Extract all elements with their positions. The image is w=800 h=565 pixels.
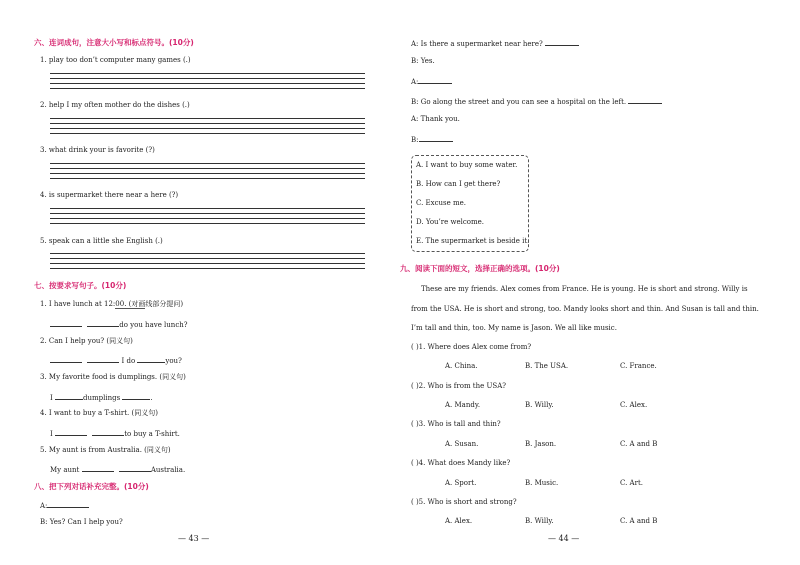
s8-line-1 [40,500,89,511]
answer-text: I [50,430,53,438]
speaker-label: A: [40,502,48,510]
writing-line[interactable] [50,78,365,79]
writing-line[interactable] [50,83,365,84]
answer-blank[interactable] [50,355,82,363]
dialog-text: A: Is there a supermarket near here? [411,40,543,48]
s7-q4-prompt: 4. I want to buy a T-shirt. (同义句) [40,409,158,417]
writing-line[interactable] [50,118,365,119]
q4-option-c[interactable]: C. Art. [620,479,643,487]
option-e: E. The supermarket is beside it. [416,237,530,245]
s7-q5-prompt: 5. My aunt is from Australia. (同义句) [40,446,171,454]
answer-text: to buy a T-shirt. [124,430,180,438]
dialog-line-5: A: Thank you. [411,115,460,123]
s7-q2-prompt: 2. Can I help you? (同义句) [40,337,133,345]
q4-option-a[interactable]: A. Sport. [445,479,477,487]
s7-q3-prompt: 3. My favorite food is dumplings. (同义句) [40,373,186,381]
q3-option-a[interactable]: A. Susan. [445,440,479,448]
answer-blank[interactable] [55,392,83,400]
answer-text: do you have lunch? [119,321,188,329]
s8-line-2: B: Yes? Can I help you? [40,518,123,526]
passage-line-2: from the USA. He is short and strong, too. Mandy looks short and thin. And Susan is tall and thin. [411,305,759,313]
answer-blank[interactable] [137,355,165,363]
s7-q4-answer [50,428,180,439]
answer-text: you? [165,357,182,365]
dialog-text: B: Go along the street and you can see a hospital on the left. [411,98,627,106]
answer-blank[interactable] [50,319,82,327]
section-7-header: 七、按要求写句子。(10分) [34,281,127,290]
q1-option-a[interactable]: A. China. [445,362,478,370]
q4-option-b[interactable]: B. Music. [525,479,559,487]
s6-item-1: 1. play too don’t computer many games (.) [40,56,191,64]
writing-line[interactable] [50,218,365,219]
answer-text: My aunt [50,466,80,474]
page-number: — 43 — [178,534,210,543]
q5-option-b[interactable]: B. Willy. [525,517,554,525]
speaker-label: A: [411,78,419,86]
s6-item-5: 5. speak can a little she English (.) [40,237,163,245]
page-number: — 44 — [548,534,580,543]
writing-line[interactable] [50,258,365,259]
answer-blank[interactable] [119,464,151,472]
s6-item-3: 3. what drink your is favorite (?) [40,146,155,154]
section-9-header: 九、阅读下面的短文，选择正确的选项。(10分) [400,264,560,273]
answer-blank[interactable] [545,38,579,46]
right-page [400,0,800,565]
s6-item-4: 4. is supermarket there near a here (?) [40,191,179,199]
answer-blank[interactable] [628,96,662,104]
answer-blank[interactable] [47,500,89,508]
option-a: A. I want to buy some water. [416,161,518,169]
answer-blank[interactable] [87,319,119,327]
writing-line[interactable] [50,168,365,169]
writing-line[interactable] [50,128,365,129]
q1-option-b[interactable]: B. The USA. [525,362,569,370]
answer-text: dumplings [83,394,121,402]
s6-item-2: 2. help I my often mother do the dishes (.) [40,101,190,109]
writing-line[interactable] [50,173,365,174]
q2-option-b[interactable]: B. Willy. [525,401,554,409]
writing-line[interactable] [50,123,365,124]
dialog-line-2: B: Yes. [411,57,435,65]
question-1: ( )1. Where does Alex come from? [411,343,532,351]
q3-option-c[interactable]: C. A and B [620,440,658,448]
q2-option-c[interactable]: C. Alex. [620,401,648,409]
s7-q1-answer [50,319,188,330]
passage-line-3: I’m tall and thin, too. My name is Jason. We all like music. [411,324,617,332]
dialog-line-1 [411,38,579,49]
underline-mark [115,308,145,309]
s7-q3-answer [50,392,153,403]
q2-option-a[interactable]: A. Mandy. [445,401,481,409]
answer-blank[interactable] [55,428,87,436]
writing-line[interactable] [50,208,365,209]
question-3: ( )3. Who is tall and thin? [411,420,501,428]
q1-option-c[interactable]: C. France. [620,362,657,370]
writing-line[interactable] [50,223,365,224]
dialog-line-3 [411,76,452,87]
answer-blank[interactable] [418,76,452,84]
section-8-header: 八、把下列对话补充完整。(10分) [34,482,149,491]
question-5: ( )5. Who is short and strong? [411,498,517,506]
answer-blank[interactable] [87,355,119,363]
writing-line[interactable] [50,73,365,74]
q5-option-c[interactable]: C. A and B [620,517,658,525]
section-6-header: 六、连词成句，注意大小写和标点符号。(10分) [34,38,194,47]
writing-line[interactable] [50,163,365,164]
question-4: ( )4. What does Mandy like? [411,459,511,467]
writing-line[interactable] [50,253,365,254]
dialog-line-4 [411,96,662,107]
writing-line[interactable] [50,178,365,179]
passage-line-1: These are my friends. Alex comes from France. He is young. He is short and strong. Willy is [421,285,748,293]
option-d: D. You’re welcome. [416,218,485,226]
answer-text: I do [121,357,136,365]
writing-line[interactable] [50,268,365,269]
s7-q2-answer [50,355,182,366]
q3-option-b[interactable]: B. Jason. [525,440,557,448]
q5-option-a[interactable]: A. Alex. [445,517,473,525]
answer-text: . [150,394,153,402]
writing-line[interactable] [50,88,365,89]
answer-text: Australia. [150,466,186,474]
dialog-line-6 [411,134,453,145]
question-2: ( )2. Who is from the USA? [411,382,506,390]
writing-line[interactable] [50,213,365,214]
s7-q5-answer [50,464,185,475]
answer-blank[interactable] [92,428,124,436]
speaker-label: B: [411,136,419,144]
answer-blank[interactable] [82,464,114,472]
writing-line[interactable] [50,133,365,134]
option-b: B. How can I get there? [416,180,501,188]
answer-blank[interactable] [419,134,453,142]
writing-line[interactable] [50,263,365,264]
answer-text: I [50,394,53,402]
option-c: C. Excuse me. [416,199,467,207]
s7-q1-prompt: 1. I have lunch at 12:00. (对画线部分提问) [40,300,184,308]
answer-blank[interactable] [122,392,153,402]
